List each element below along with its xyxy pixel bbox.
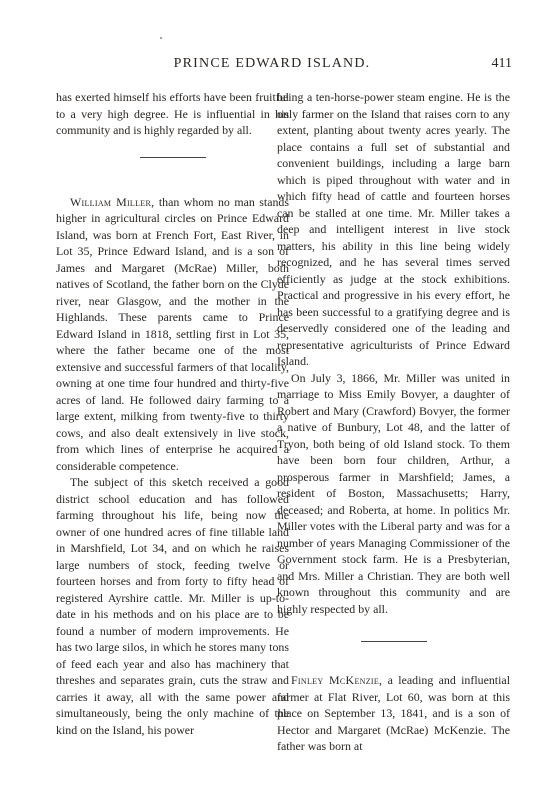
miller-name: William Miller,: [70, 194, 155, 209]
section-divider: [140, 157, 206, 158]
page-header: [0, 56, 544, 76]
miller-paragraph-1: [56, 194, 289, 475]
paper-speck: [160, 37, 162, 39]
running-title: PRINCE EDWARD ISLAND.: [173, 56, 371, 71]
miller-paragraph-2: The subject of this sketch received a good district school education and has followed farming throughout his life, being now the owner of one hundred acres of fine tillable land in Marshfield, Lot 34, and on which he raises large numbers of stock, feeding twelve or fourteen horses and from forty to fifty head of registered Ayrshire cattle. Mr. Miller is up-to-date in his methods and on his place are to be found a number of modern improvements. He has two large silos, in which he stores many tons of feed each year and also has machinery that threshes and separates grain, cuts the straw and carries it away, all with the same power and simultaneously, being the only machine of the kind on the Island, his power: [56, 475, 289, 737]
section-divider-right: [361, 641, 427, 642]
right-column: [277, 89, 510, 755]
miller-paragraph-2-continued: being a ten-horse-power steam engine. He is the only farmer on the Island that raises corn to any extent, planting about twenty acres yearly. The place contains a full set of substantial and convenient buildings, including a large barn which is piped throughout with water and in which fifty head of cattle and fourteen horses can be stalled at one time. Mr. Miller takes a deep and intelligent interest in live stock matters, his ability in this line being widely recognized, and he has several times served efficiently as judge at the stock exhibitions. Practical and progressive in his every effort, he has been successful to a gratifying degree and is deservedly considered one of the leading and representative agriculturists of Prince Edward Island.: [277, 90, 510, 368]
mckenzie-paragraph-1: [277, 672, 510, 755]
continuation-paragraph: has exerted himself his efforts have been fruitful to a very high degree. He is influential in his community and is highly regarded by all.: [56, 90, 289, 137]
miller-paragraph-3: On July 3, 1866, Mr. Miller was united in marriage to Miss Emily Bovyer, a daughter of Robert and Mary (Crawford) Bovyer, the former a native of Bunbury, Lot 48, and the latter of Tryon, both being of old Island stock. To them have been born four children, Arthur, a prosperous farmer in Marshfield; James, a resident of Boston, Massachusetts; Harry, deceased; and Roberta, at home. In politics Mr. Miller votes with the Liberal party and was for a number of years Managing Commissioner of the Government stock farm. He is a Presbyterian, and Mrs. Miller a Christian. They are both well known throughout this community and are highly respected by all.: [277, 370, 510, 616]
mckenzie-paragraph-1-text: a leading and influential farmer at Flat River, Lot 60, was born at this place on September 13, 1841, and is a son of Hector and Margaret (McRae) McKenzie. The father was born at: [277, 673, 510, 753]
page-number: 411: [491, 56, 512, 71]
mckenzie-name: Finley McKenzie,: [291, 673, 383, 687]
left-column: [56, 89, 289, 738]
miller-paragraph-1-text: than whom no man stands higher in agricultural circles on Prince Edward Island, was born at French Fort, East River, in Lot 35, Prince Edward Island, and is a son of James and Margaret (McRae) Miller, both natives of Scotland, the father born on the Clyde river, near Glasgow, and the mother in the Highlands. These parents came to Prince Edward Island in 1818, settling first in Lot 35, where the father became one of the most extensive and successful farmers of that locality, owning at one time four hundred and thirty-five acres of land. He followed dairy farming to a large extent, milking from twenty-five to thirty cows, and also dealt extensively in live stock, from which lines of enterprise he acquired a considerable competence.: [56, 194, 289, 473]
